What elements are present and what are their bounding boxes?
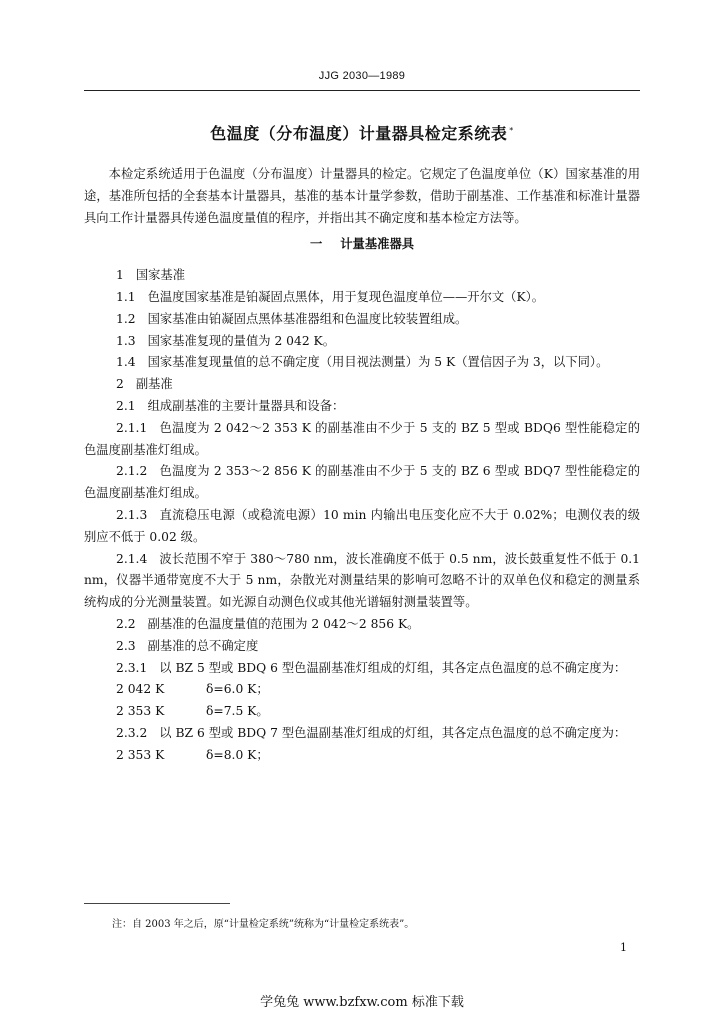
clause-text: 国家基准复现的量值为 2 042 K。 [147,333,336,348]
clause-2-3 [84,636,640,658]
uncertainty-value: δ=6.0 K； [206,682,269,697]
intro-paragraph: 本检定系统适用于色温度（分布温度）计量器具的检定。它规定了色温度单位（K）国家基准的用途，基准所包括的全套基本计量器具，基准的基本计量学参数，借助于副基准、工作基准和标准计量器具向工作计量器具传递色温度量值的程序，并指出其不确定度和基本检定方法等。 [84,167,640,225]
page-number: 1 [620,941,627,954]
clause-2-3-1 [84,658,640,680]
clause-number: 1.2 [116,311,136,326]
clause-number: 2 [116,377,124,392]
clause-1 [84,265,640,287]
header-rule [84,90,640,91]
clause-text: 副基准的总不确定度 [147,638,259,653]
clause-number: 2.1.2 [116,464,148,479]
footnote-rule [84,903,230,904]
clause-2-1-4 [84,549,640,614]
clause-number: 2.1.4 [116,551,148,566]
section-heading [84,234,640,256]
clause-text: 国家基准复现量值的总不确定度（用目视法测量）为 5 K（置信因子为 3，以下同）。 [147,355,609,370]
clause-number: 2.2 [116,616,136,631]
clause-number: 1 [116,268,124,283]
clause-number: 2.1.3 [116,507,148,522]
uncertainty-row [84,701,640,723]
clause-number: 2.1 [116,398,136,413]
document-body [84,164,640,767]
clause-2-2 [84,614,640,636]
clause-text: 副基准的色温度量值的范围为 2 042～2 856 K。 [147,616,420,631]
clause-text: 直流稳压电源（或稳流电源）10 min 内输出电压变化应不大于 0.02%；电测仪表的级别应不低于 0.02 级。 [84,507,640,544]
clause-1-3 [84,331,640,353]
clause-2-1-1 [84,418,640,462]
footnote: 注：自 2003 年之后，原“计量检定系统”统称为“计量检定系统表”。 [112,919,415,930]
clause-2-1 [84,396,640,418]
clause-text: 色温度为 2 353～2 856 K 的副基准由不少于 5 支的 BZ 6 型或 BDQ7 型性能稳定的色温度副基准灯组成。 [84,464,640,501]
clause-text: 以 BZ 5 型或 BDQ 6 型色温副基准灯组成的灯组，其各定点色温度的总不确定度为： [159,660,627,675]
clause-text: 色温度国家基准是铂凝固点黑体，用于复现色温度单位——开尔文（K）。 [147,289,545,304]
clause-number: 1.3 [116,333,136,348]
clause-1-1 [84,287,640,309]
clause-1-4 [84,352,640,374]
clause-number: 2.3 [116,638,136,653]
uncertainty-row [84,745,640,767]
clause-number: 1.1 [116,289,136,304]
temperature-value: 2 353 K [116,747,165,762]
clause-number: 2.3.1 [116,660,148,675]
clause-2-3-2 [84,723,640,745]
temperature-value: 2 042 K [116,682,165,697]
clause-number: 2.3.2 [116,725,148,740]
temperature-value: 2 353 K [116,704,165,719]
watermark-footer: 学兔兔 www.bzfxw.com 标准下载 [260,995,464,1010]
clause-2-1-3 [84,505,640,549]
page-title [84,121,640,144]
uncertainty-row [84,679,640,701]
clause-text: 国家基准由铂凝固点黑体基准器组和色温度比较装置组成。 [147,311,468,326]
clause-2-1-2 [84,461,640,505]
clause-text: 以 BZ 6 型或 BDQ 7 型色温副基准灯组成的灯组，其各定点色温度的总不确定度为： [159,725,627,740]
clause-number: 2.1.1 [116,420,148,435]
running-header: JJG 2030—1989 [318,70,406,82]
clause-number: 1.4 [116,355,136,370]
clause-text: 国家基准 [135,268,186,283]
section-title: 计量基准器具 [340,237,415,252]
title-footnote-mark: * [509,125,514,135]
clause-2 [84,374,640,396]
uncertainty-value: δ=7.5 K。 [206,704,269,719]
clause-text: 波长范围不窄于 380～780 nm，波长准确度不低于 0.5 nm，波长鼓重复性不低于 0.1 nm，仪器半通带宽度不大于 5 nm，杂散光对测量结果的影响可忽略不计的双单色仪和稳定的测量系统构成的分光测量装置。如光源自动测色仪或其他光谱辐射测量装置等。 [84,551,640,610]
clause-text: 副基准 [135,377,173,392]
section-number: 一 [309,237,323,252]
clause-1-2 [84,309,640,331]
clause-text: 色温度为 2 042～2 353 K 的副基准由不少于 5 支的 BZ 5 型或 BDQ6 型性能稳定的色温度副基准灯组成。 [84,420,640,457]
title-text: 色温度（分布温度）计量器具检定系统表 [210,124,508,143]
uncertainty-value: δ=8.0 K； [206,747,269,762]
clause-text: 组成副基准的主要计量器具和设备： [147,398,345,413]
